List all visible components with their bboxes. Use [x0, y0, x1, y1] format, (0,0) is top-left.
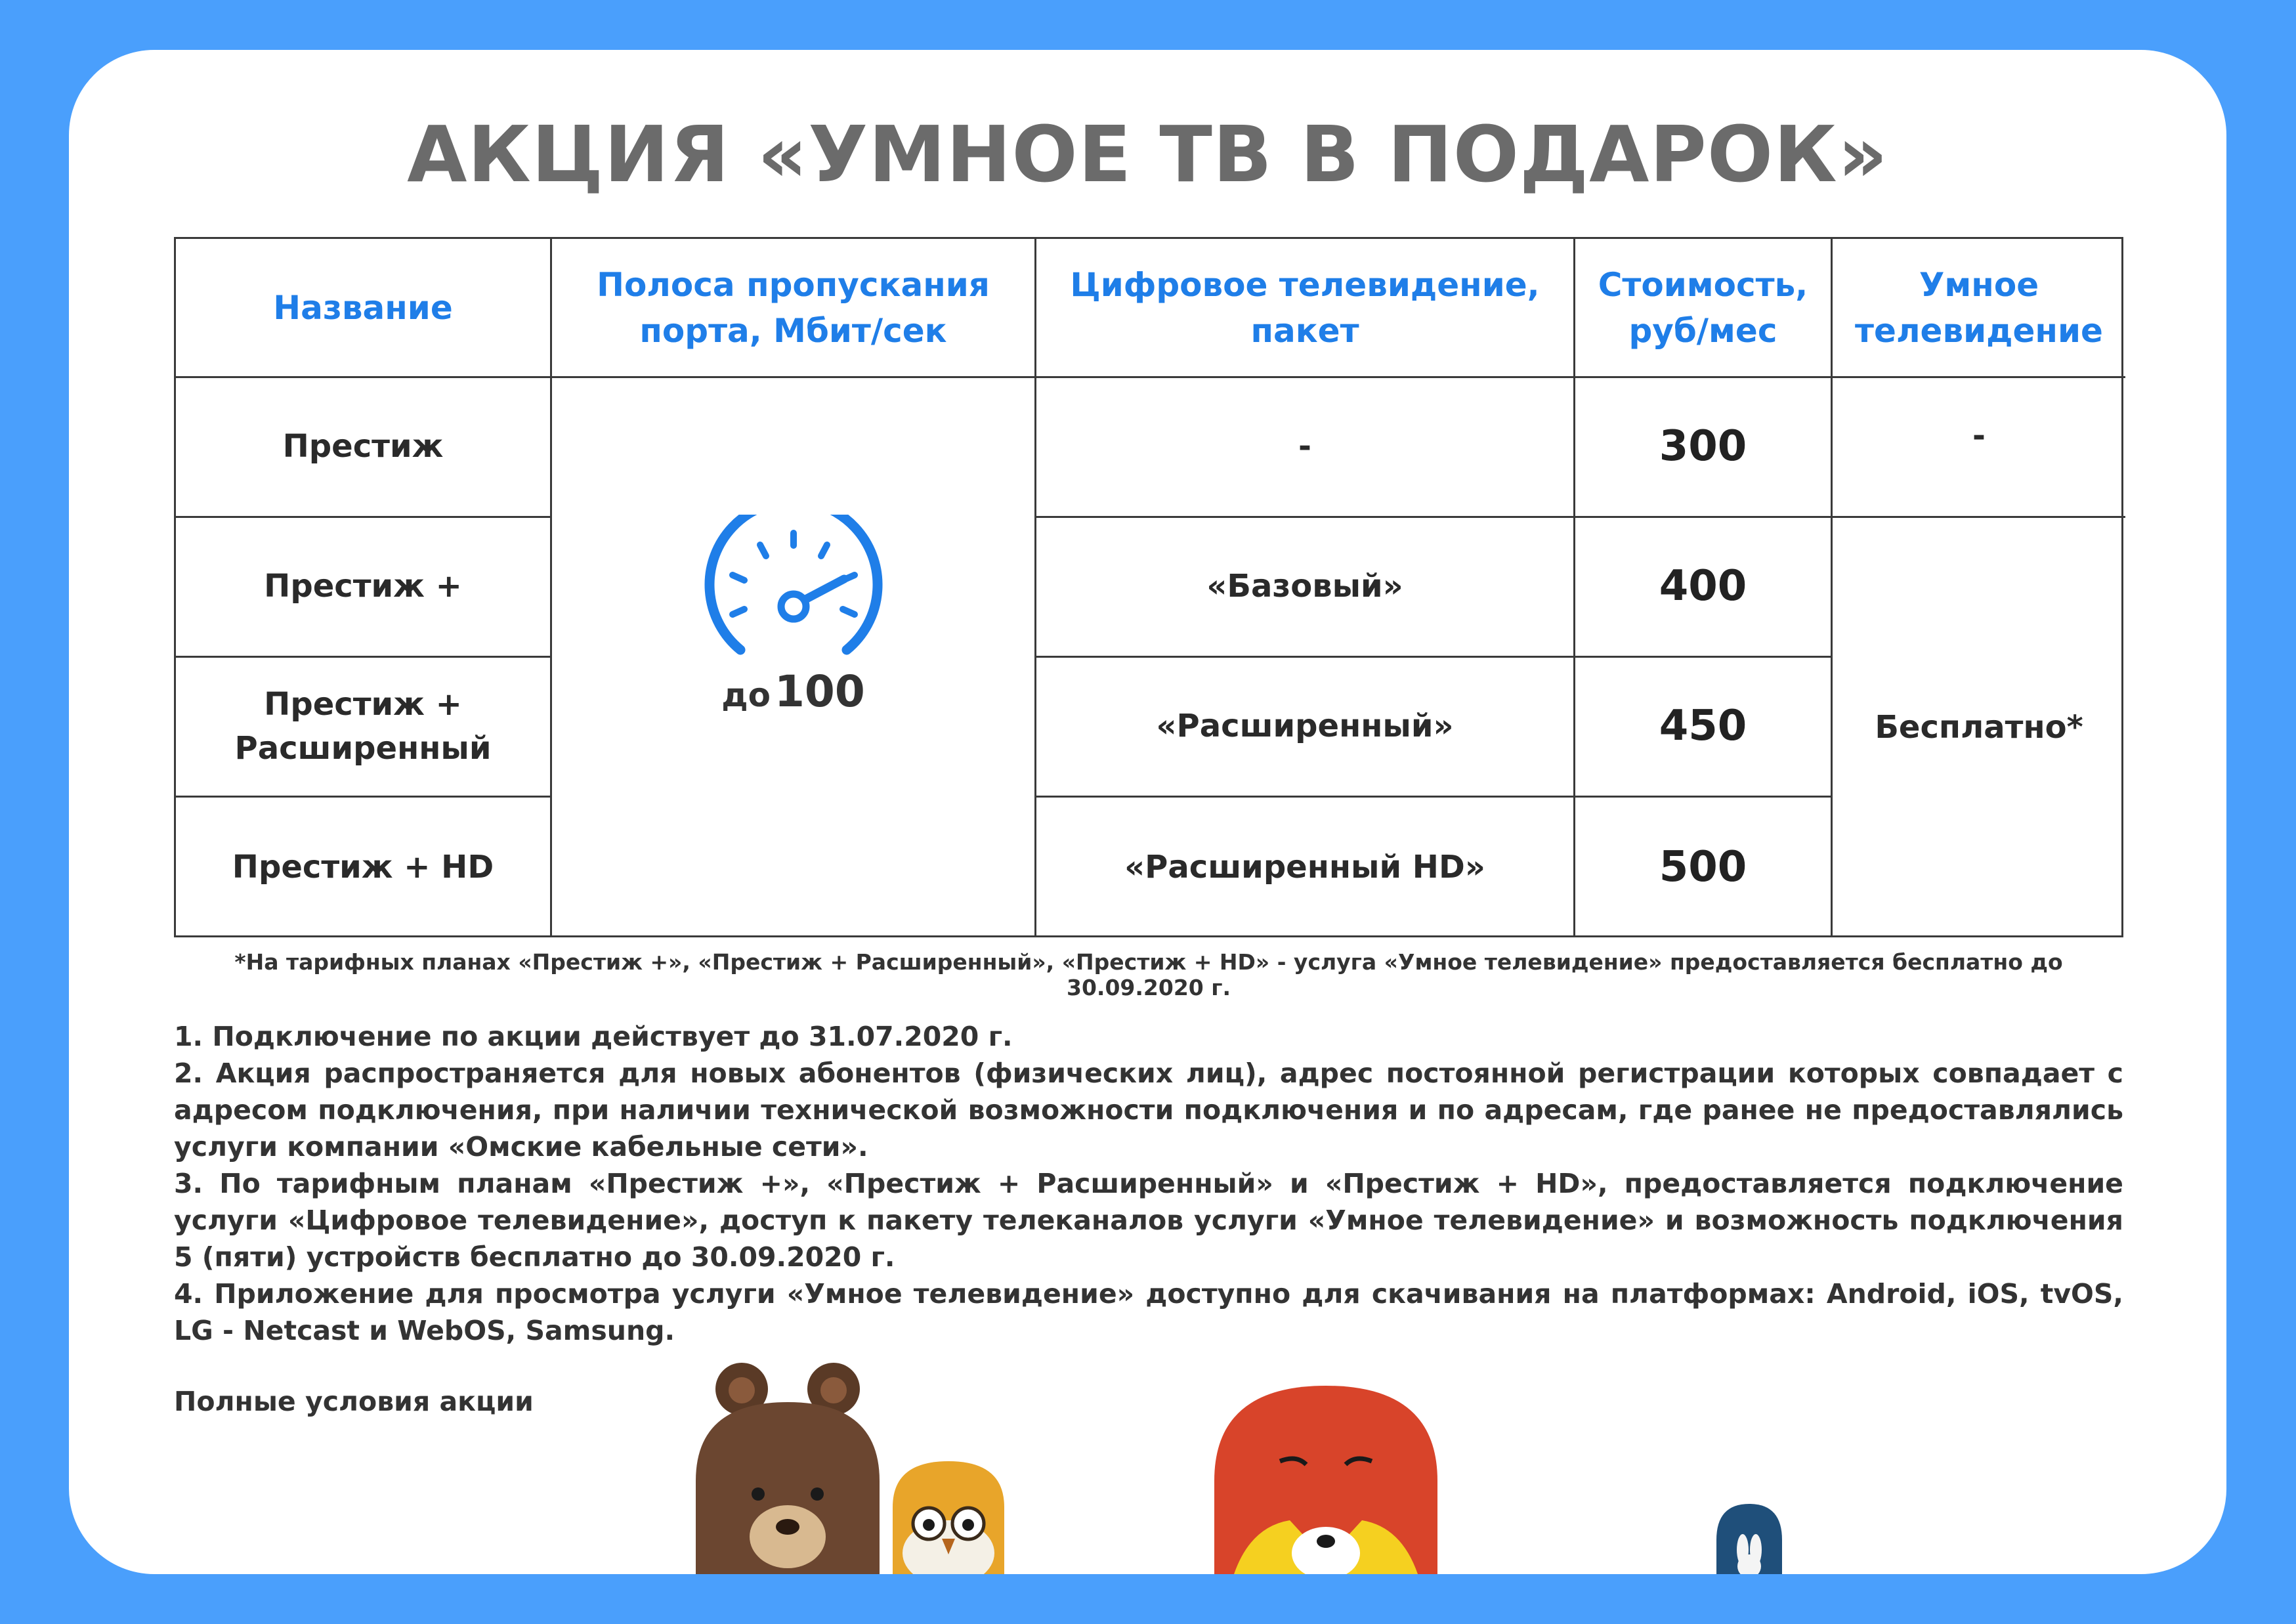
speed-value	[721, 662, 865, 722]
bandwidth-cell	[552, 378, 1036, 937]
full-conditions-link[interactable]: Полные условия акции	[174, 1386, 534, 1417]
speed-number: 100	[774, 666, 865, 717]
header-name: Название	[176, 239, 552, 378]
smart-tv-free: Бесплатно*	[1875, 708, 2083, 746]
tariff-table	[174, 237, 2123, 937]
tariff-price: 450	[1575, 658, 1833, 798]
tv-package: «Расширенный»	[1036, 658, 1575, 798]
tv-package: «Базовый»	[1036, 518, 1575, 658]
term-item: 1. Подключение по акции действует до 31.07.2020 г.	[174, 1021, 1013, 1052]
tariff-name: Престиж +	[176, 518, 552, 658]
tv-package: -	[1036, 378, 1575, 518]
term-item: 3. По тарифным планам «Престиж +», «Престиж + Расширенный» и «Престиж + HD», предоставляется подключение услуги «Цифровое телевидение», доступ к пакету телеканалов услуги «Умное телевидение» и возможность подключения 5 (пяти) устройств бесплатно до 30.09.2020 г.	[174, 1168, 2123, 1273]
header-bandwidth: Полоса пропускания порта, Мбит/сек	[552, 239, 1036, 378]
rabbit-doll	[1716, 1504, 1782, 1574]
term-item: 2. Акция распространяется для новых абонентов (физических лиц), адрес постоянной регистрации которых совпадает с адресом подключения, при наличии технической возможности подключения и по адресам, где ранее не предоставлялись услуги компании «Омские кабельные сети».	[174, 1058, 2123, 1163]
tariff-price: 400	[1575, 518, 1833, 658]
term-item: 4. Приложение для просмотра услуги «Умное телевидение» доступно для скачивания на платформах: Android, iOS, tvOS, LG - Netcast и WebOS, Samsung.	[174, 1278, 2123, 1346]
terms-list	[174, 1018, 2123, 1349]
tv-package: «Расширенный HD»	[1036, 798, 1575, 937]
table-footnote: *На тарифных планах «Престиж +», «Престиж + Расширенный», «Престиж + HD» - услуга «Умное телевидение» предоставляется бесплатно до 30.09.2020 г.	[234, 949, 2063, 1000]
header-price: Стоимость, руб/мес	[1575, 239, 1833, 378]
header-digital-tv: Цифровое телевидение, пакет	[1036, 239, 1575, 378]
promo-card	[69, 50, 2226, 1574]
bear-doll	[696, 1363, 880, 1574]
page-title: АКЦИЯ «УМНОЕ ТВ В ПОДАРОК»	[407, 109, 1888, 200]
tariff-price: 300	[1575, 378, 1833, 518]
header-smart-tv: Умное телевидение	[1833, 239, 2125, 378]
fox-doll	[1214, 1386, 1437, 1574]
tariff-name: Престиж	[176, 378, 552, 518]
smart-tv-value: -	[1833, 378, 2125, 518]
speedometer-icon	[698, 515, 889, 666]
speed-prefix: до	[721, 675, 771, 714]
owl-doll	[893, 1461, 1004, 1574]
tariff-name: Престиж + Расширенный	[176, 658, 552, 798]
tariff-price: 500	[1575, 798, 1833, 937]
tariff-name: Престиж + HD	[176, 798, 552, 937]
